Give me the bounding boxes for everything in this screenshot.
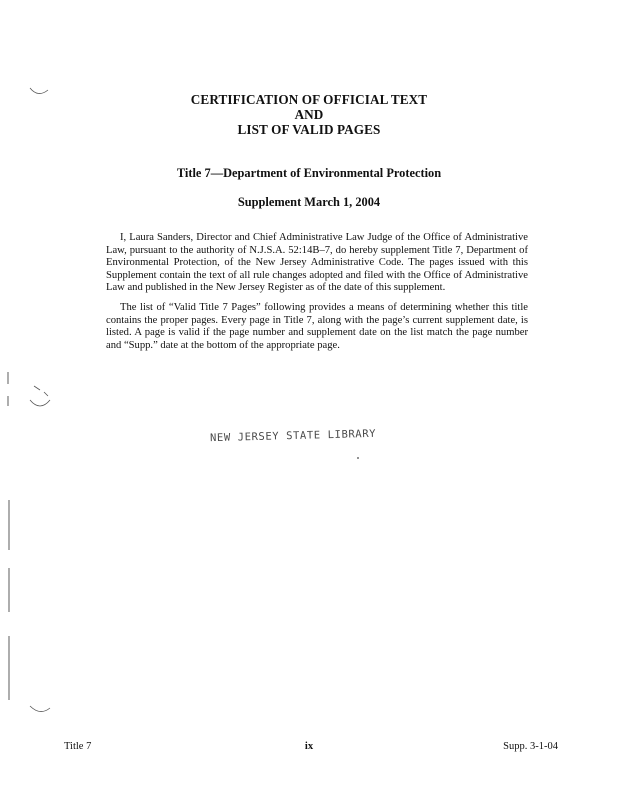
scan-mark-bottom	[30, 706, 50, 712]
certification-heading	[0, 92, 618, 137]
scan-mark-middle	[30, 386, 50, 406]
footer-title: Title 7	[64, 741, 92, 752]
certification-paragraph: I, Laura Sanders, Director and Chief Administrative Law Judge of the Office of Administrative Law, pursuant to the authority of N.J.S.A. 52:14B–7, do hereby supplement Title 7, Department of Environmental Protection, of the New Jersey Administrative Code. The pages issued with this Supplement contain the text of all rule changes adopted and filed with the Office of Administrative Law and published in the New Jersey Register as of the date of this supplement.	[106, 232, 528, 293]
footer-page-number: ix	[304, 741, 314, 752]
valid-pages-paragraph: The list of “Valid Title 7 Pages” following provides a means of determining whether this title contains the proper pages. Every page in Title 7, along with the page’s current supplement date, is listed. A page is valid if the page number and supplement date on the list match the page number and “Supp.” date at the bottom of the appropriate page.	[106, 302, 528, 351]
footer-supplement-date: Supp. 3-1-04	[503, 741, 558, 752]
scan-speck	[357, 457, 359, 459]
heading-line-2: AND	[294, 107, 324, 122]
supplement-heading: Supplement March 1, 2004	[237, 195, 381, 209]
heading-line-3: LIST OF VALID PAGES	[237, 122, 381, 137]
heading-line-1: CERTIFICATION OF OFFICIAL TEXT	[190, 92, 428, 107]
library-stamp: NEW JERSEY STATE LIBRARY	[209, 427, 377, 445]
title-heading: Title 7—Department of Environmental Protection	[176, 166, 442, 180]
